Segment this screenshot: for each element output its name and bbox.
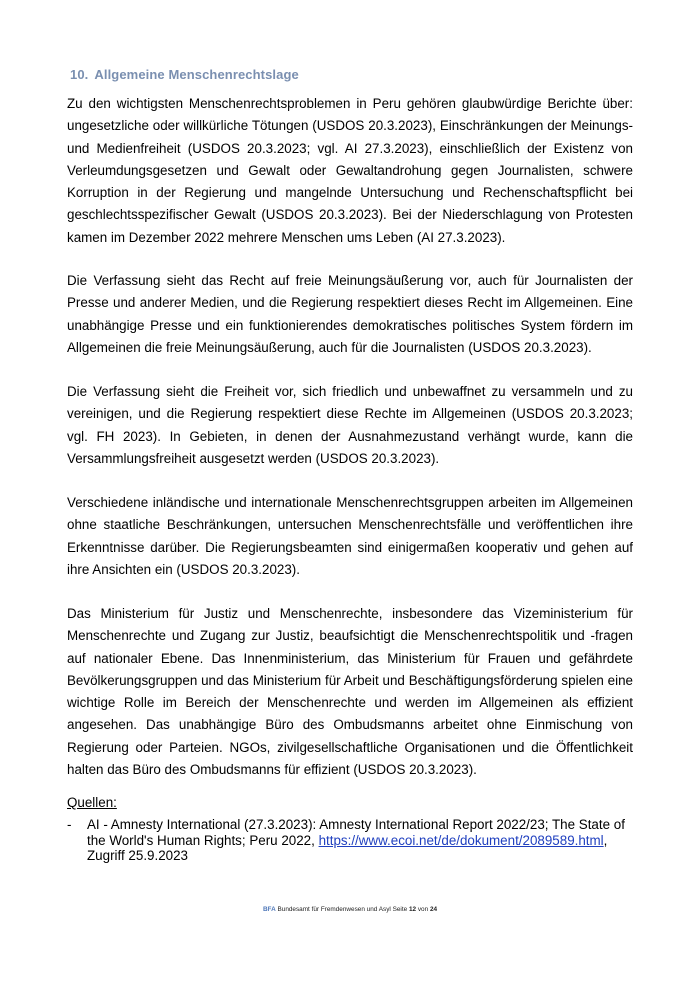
page-footer	[0, 906, 700, 913]
section-heading	[70, 67, 299, 82]
footer-page-sep: von	[417, 906, 429, 913]
list-bullet: -	[67, 817, 72, 832]
body-paragraph-4: Verschiedene inländische und internationale Menschenrechtsgruppen arbeiten im Allgemeinen ohne staatliche Beschränkungen, untersuchen Menschenrechtsfälle und veröffentlichen ihre Erkenntnisse darüber. Die Regierungsbeamten sind einigermaßen kooperativ und gehen auf ihre Ansichten ein (USDOS 20.3.2023).	[67, 495, 633, 577]
section-title: Allgemeine Menschenrechtslage	[94, 67, 299, 82]
footer-page-label: Seite	[392, 906, 408, 913]
sources-label: Quellen:	[67, 795, 117, 810]
footer-page-total: 24	[429, 906, 438, 913]
body-paragraph-1: Zu den wichtigsten Menschenrechtsproblemen in Peru gehören glaubwürdige Berichte über: ungesetzliche oder willkürliche Tötungen (USDOS 20.3.2023), Einschränkungen der Meinungs- und Medienfreiheit (USDOS 20.3.2023; vgl. AI 27.3.2023), einschließlich der Existenz von Verleumdungsgesetzen und Gewalt oder Gewaltandrohung gegen Journalisten, schwere Korruption in der Regierung und mangelnde Untersuchung und Rechenschaftspflicht bei geschlechtsspezifischer Gewalt (USDOS 20.3.2023). Bei der Niederschlagung von Protesten kamen im Dezember 2022 mehrere Menschen ums Leben (AI 27.3.2023).	[67, 96, 633, 245]
body-paragraph-3: Die Verfassung sieht die Freiheit vor, sich friedlich und unbewaffnet zu versammeln und zu vereinigen, und die Regierung respektiert diese Rechte im Allgemeinen (USDOS 20.3.2023; vgl. FH 2023). In Gebieten, in denen der Ausnahmezustand verhängt wurde, kann die Versammlungsfreiheit ausgesetzt werden (USDOS 20.3.2023).	[67, 384, 633, 466]
footer-page-current: 12	[408, 906, 417, 913]
source-text: AI - Amnesty International (27.3.2023): Amnesty International Report 2022/23; The State of the World's Human Rights; Peru 2022,	[87, 817, 625, 848]
source-link[interactable]: https://www.ecoi.net/de/dokument/2089589.html	[318, 832, 604, 848]
footer-org-name: Bundesamt für Fremdenwesen und Asyl	[277, 906, 391, 913]
source-access-date: , Zugriff 25.9.2023	[87, 832, 608, 863]
body-paragraph-5: Das Ministerium für Justiz und Menschenrechte, insbesondere das Vizeministerium für Menschenrechte und Zugang zur Justiz, beaufsichtigt die Menschenrechtspolitik und -fragen auf nationaler Ebene. Das Innenministerium, das Ministerium für Frauen und gefährdete Bevölkerungsgruppen und das Ministerium für Arbeit und Beschäftigungsförderung spielen eine wichtige Rolle im Bereich der Menschenrechte und werden im Allgemeinen als effizient angesehen. Das unabhängige Büro des Ombudsmanns arbeitet ohne Einmischung von Regierung oder Parteien. NGOs, zivilgesellschaftliche Organisationen und die Öffentlichkeit halten das Büro des Ombudsmanns für effizient (USDOS 20.3.2023).	[67, 606, 633, 778]
bfa-logo: BFA	[262, 906, 276, 913]
section-number: 10.	[70, 67, 89, 82]
source-citation	[87, 817, 637, 864]
body-paragraph-2: Die Verfassung sieht das Recht auf freie Meinungsäußerung vor, auch für Journalisten der Presse und anderer Medien, und die Regierung respektiert dieses Recht im Allgemeinen. Eine unabhängige Presse und ein funktionierendes demokratisches politisches System fördern im Allgemeinen die freie Meinungsäußerung, auch für die Journalisten (USDOS 20.3.2023).	[67, 273, 633, 355]
